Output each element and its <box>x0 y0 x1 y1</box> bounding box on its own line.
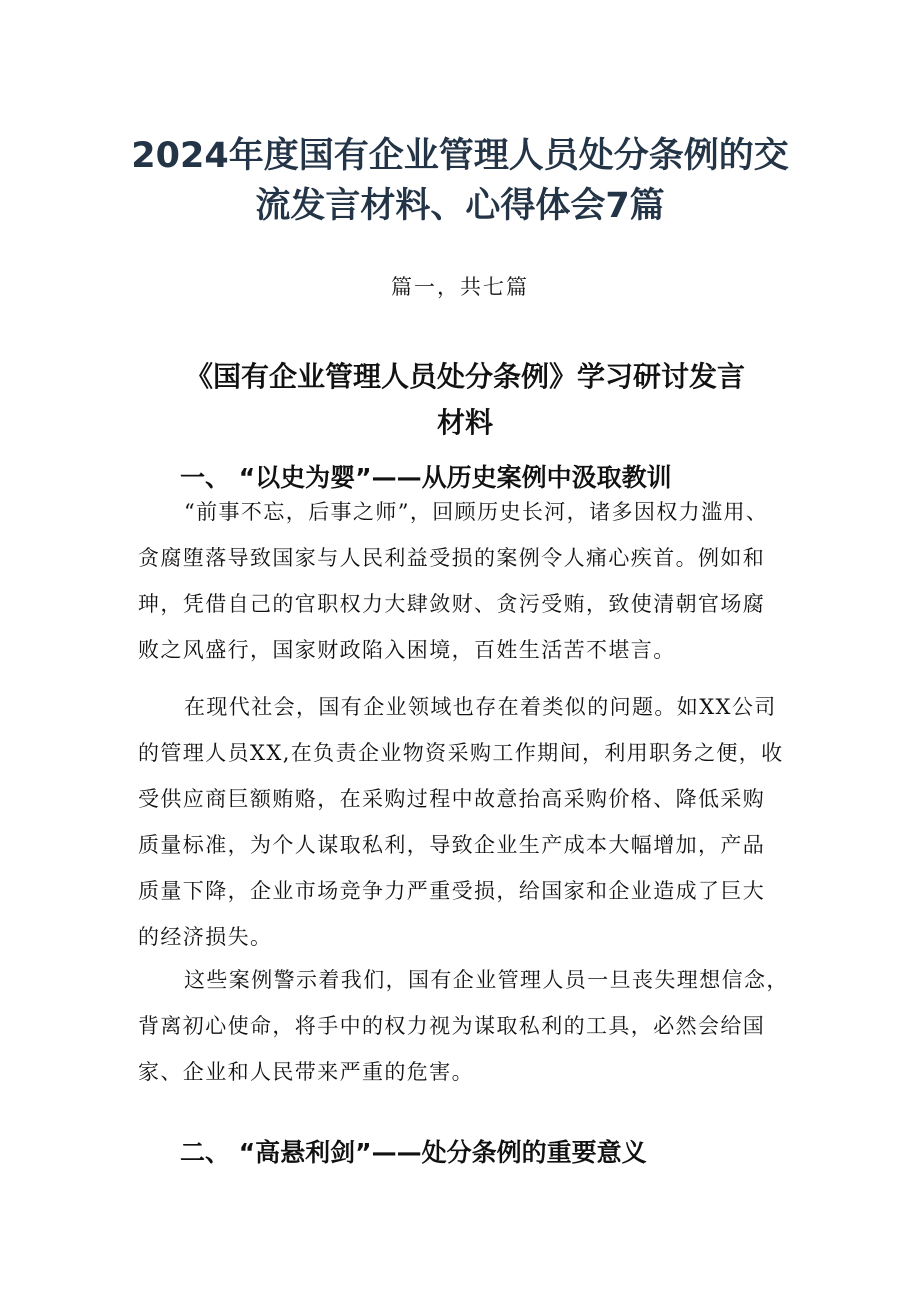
article-title-line: 《国有企业管理人员处分条例》学习研讨发言 <box>184 360 745 394</box>
paragraph-line: 背离初心使命，将手中的权力视为谋取私利的工具，必然会给国 <box>138 1014 766 1038</box>
paragraph-line: 败之风盛行，国家财政陷入困境，百姓生活苦不堪言。 <box>138 638 676 662</box>
paragraph-warning <box>138 957 798 1095</box>
paragraph-line: 质量标准，为个人谋取私利，导致企业生产成本大幅增加，产品 <box>138 833 766 857</box>
paragraph-line: 在现代社会，国有企业领域也存在着类似的问题。如XX公司 <box>184 695 777 719</box>
paragraph-line: 家、企业和人民带来严重的危害。 <box>138 1060 474 1084</box>
section-heading-regulation-importance: 二、 “高悬利剑”——处分条例的重要意义 <box>180 1138 647 1167</box>
paragraph-line: 质量下降，企业市场竞争力严重受损，给国家和企业造成了巨大 <box>138 879 766 903</box>
paragraph-line: 的管理人员XX,在负责企业物资采购工作期间，利用职务之便，收 <box>138 741 784 765</box>
article-title <box>140 354 790 446</box>
paragraph-historical-case <box>138 489 798 673</box>
paragraph-line: 珅，凭借自己的官职权力大肆敛财、贪污受贿，致使清朝官场腐 <box>138 592 766 616</box>
document-title-line: 流发言材料、心得体会7篇 <box>255 186 665 227</box>
paragraph-line: 这些案例警示着我们，国有企业管理人员一旦丧失理想信念， <box>184 968 789 992</box>
article-title-line: 材料 <box>436 406 493 440</box>
paragraph-line: “前事不忘，后事之师”，回顾历史长河，诸多因权力滥用、 <box>184 500 769 524</box>
paragraph-modern-case <box>138 684 798 960</box>
document-title <box>100 131 820 231</box>
document-title-line: 2024年度国有企业管理人员处分条例的交 <box>131 136 789 177</box>
article-number-label: 篇一，共七篇 <box>391 275 529 299</box>
paragraph-line: 受供应商巨额贿赂，在采购过程中故意抬高采购价格、降低采购 <box>138 787 766 811</box>
paragraph-line: 的经济损失。 <box>138 925 273 949</box>
paragraph-line: 贪腐堕落导致国家与人民利益受损的案例令人痛心疾首。例如和 <box>138 546 766 570</box>
section-heading-history-lessons: 一、 “以史为婴”——从历史案例中汲取教训 <box>180 463 672 492</box>
